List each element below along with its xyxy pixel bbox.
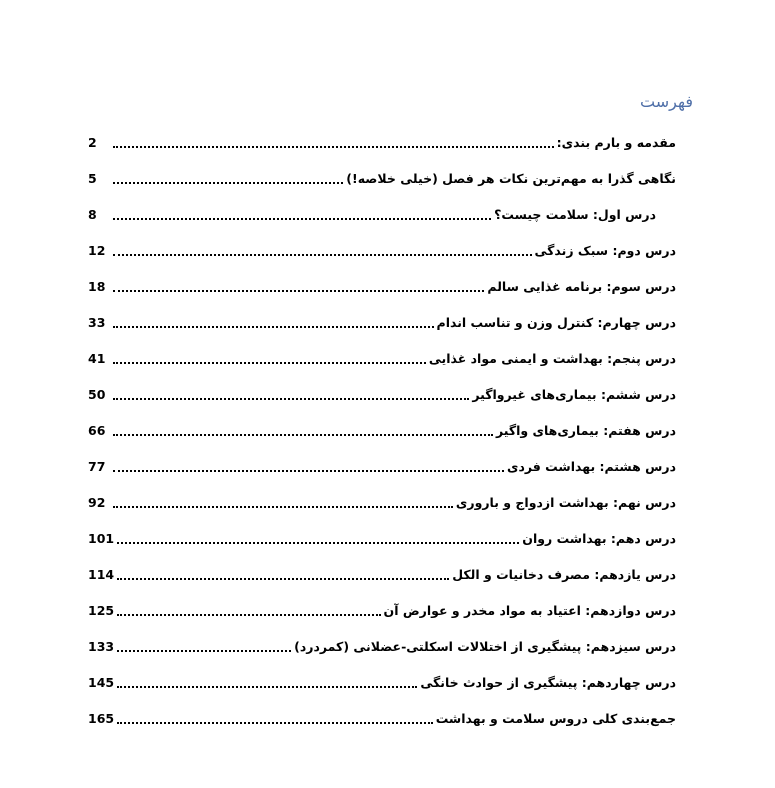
toc-page-number: 41	[88, 351, 106, 366]
toc-dot-leader	[113, 216, 491, 220]
toc-entry-label: نگاهی گذرا به مهم‌ترین نکات هر فصل (خیلی خلاصه!)	[346, 171, 676, 186]
toc-page-number: 145	[88, 675, 115, 690]
toc-page-number: 8	[88, 207, 97, 222]
toc-page-number: 12	[88, 243, 106, 258]
toc-page-number: 66	[88, 423, 106, 438]
toc-entry-label: درس دوم: سبک زندگی	[534, 243, 676, 258]
toc-entry[interactable]	[88, 197, 676, 233]
toc-dot-leader	[117, 612, 380, 616]
toc-entry-label: درس دوازدهم: اعتیاد به مواد مخدر و عوارض آن	[383, 603, 676, 618]
toc-dot-leader	[117, 576, 449, 580]
toc-page-number: 125	[88, 603, 115, 618]
toc-page-number: 133	[88, 639, 115, 654]
toc-entry-label: درس یازدهم: مصرف دخانیات و الکل	[452, 567, 676, 582]
toc-entry[interactable]	[88, 701, 676, 737]
toc-entry[interactable]	[88, 341, 676, 377]
toc-entry-label: جمع‌بندی کلی دروس سلامت و بهداشت	[435, 711, 676, 726]
toc-entry[interactable]	[88, 413, 676, 449]
toc-entry[interactable]	[88, 521, 676, 557]
toc-dot-leader	[113, 324, 434, 328]
toc-page-number: 114	[88, 567, 115, 582]
toc-page-number: 92	[88, 495, 106, 510]
toc-entry[interactable]	[88, 593, 676, 629]
toc-dot-leader	[117, 684, 417, 688]
toc-title: فهرست	[640, 92, 693, 111]
toc-entry-label: درس اول: سلامت چیست؟	[494, 207, 656, 222]
toc-page-number: 77	[88, 459, 106, 474]
toc-entry[interactable]	[88, 449, 676, 485]
toc-entry-label: درس پنجم: بهداشت و ایمنی مواد غذایی	[428, 351, 676, 366]
toc-entry[interactable]	[88, 305, 676, 341]
toc-page-number: 2	[88, 135, 97, 150]
toc-entry-label: درس سیزدهم: پیشگیری از اختلالات اسکلتی-عضلانی (کمردرد)	[294, 639, 676, 654]
toc-dot-leader	[113, 504, 453, 508]
toc-dot-leader	[113, 252, 532, 256]
toc-dot-leader	[113, 468, 504, 472]
toc-entry-label: مقدمه و بارم بندی:	[556, 135, 676, 150]
toc-dot-leader	[113, 180, 343, 184]
toc-entry[interactable]	[88, 269, 676, 305]
toc-entry[interactable]	[88, 665, 676, 701]
toc-entry-label: درس نهم: بهداشت ازدواج و باروری	[455, 495, 676, 510]
toc-page-number: 165	[88, 711, 115, 726]
toc-entry[interactable]	[88, 485, 676, 521]
toc-entry-label: درس سوم: برنامه غذایی سالم	[487, 279, 676, 294]
toc-dot-leader	[117, 648, 291, 652]
toc-entry[interactable]	[88, 161, 676, 197]
toc-list	[88, 125, 676, 737]
toc-entry-label: درس هفتم: بیماری‌های واگیر	[495, 423, 676, 438]
toc-dot-leader	[113, 432, 493, 436]
toc-page-number: 50	[88, 387, 106, 402]
toc-entry-label: درس هشتم: بهداشت فردی	[506, 459, 676, 474]
toc-entry[interactable]	[88, 557, 676, 593]
toc-entry[interactable]	[88, 125, 676, 161]
toc-dot-leader	[117, 720, 433, 724]
toc-entry[interactable]	[88, 629, 676, 665]
toc-entry-label: درس دهم: بهداشت روان	[522, 531, 676, 546]
toc-page-number: 101	[88, 531, 115, 546]
toc-dot-leader	[113, 144, 554, 148]
toc-dot-leader	[113, 360, 426, 364]
toc-entry-label: درس چهاردهم: پیشگیری از حوادث خانگی	[420, 675, 676, 690]
toc-page-number: 5	[88, 171, 97, 186]
toc-dot-leader	[117, 540, 519, 544]
toc-dot-leader	[113, 396, 469, 400]
toc-page-number: 33	[88, 315, 106, 330]
toc-page-number: 18	[88, 279, 106, 294]
toc-entry[interactable]	[88, 377, 676, 413]
toc-entry-label: درس چهارم: کنترل وزن و تناسب اندام	[436, 315, 676, 330]
toc-entry[interactable]	[88, 233, 676, 269]
toc-dot-leader	[113, 288, 484, 292]
toc-entry-label: درس ششم: بیماری‌های غیرواگیر	[472, 387, 676, 402]
